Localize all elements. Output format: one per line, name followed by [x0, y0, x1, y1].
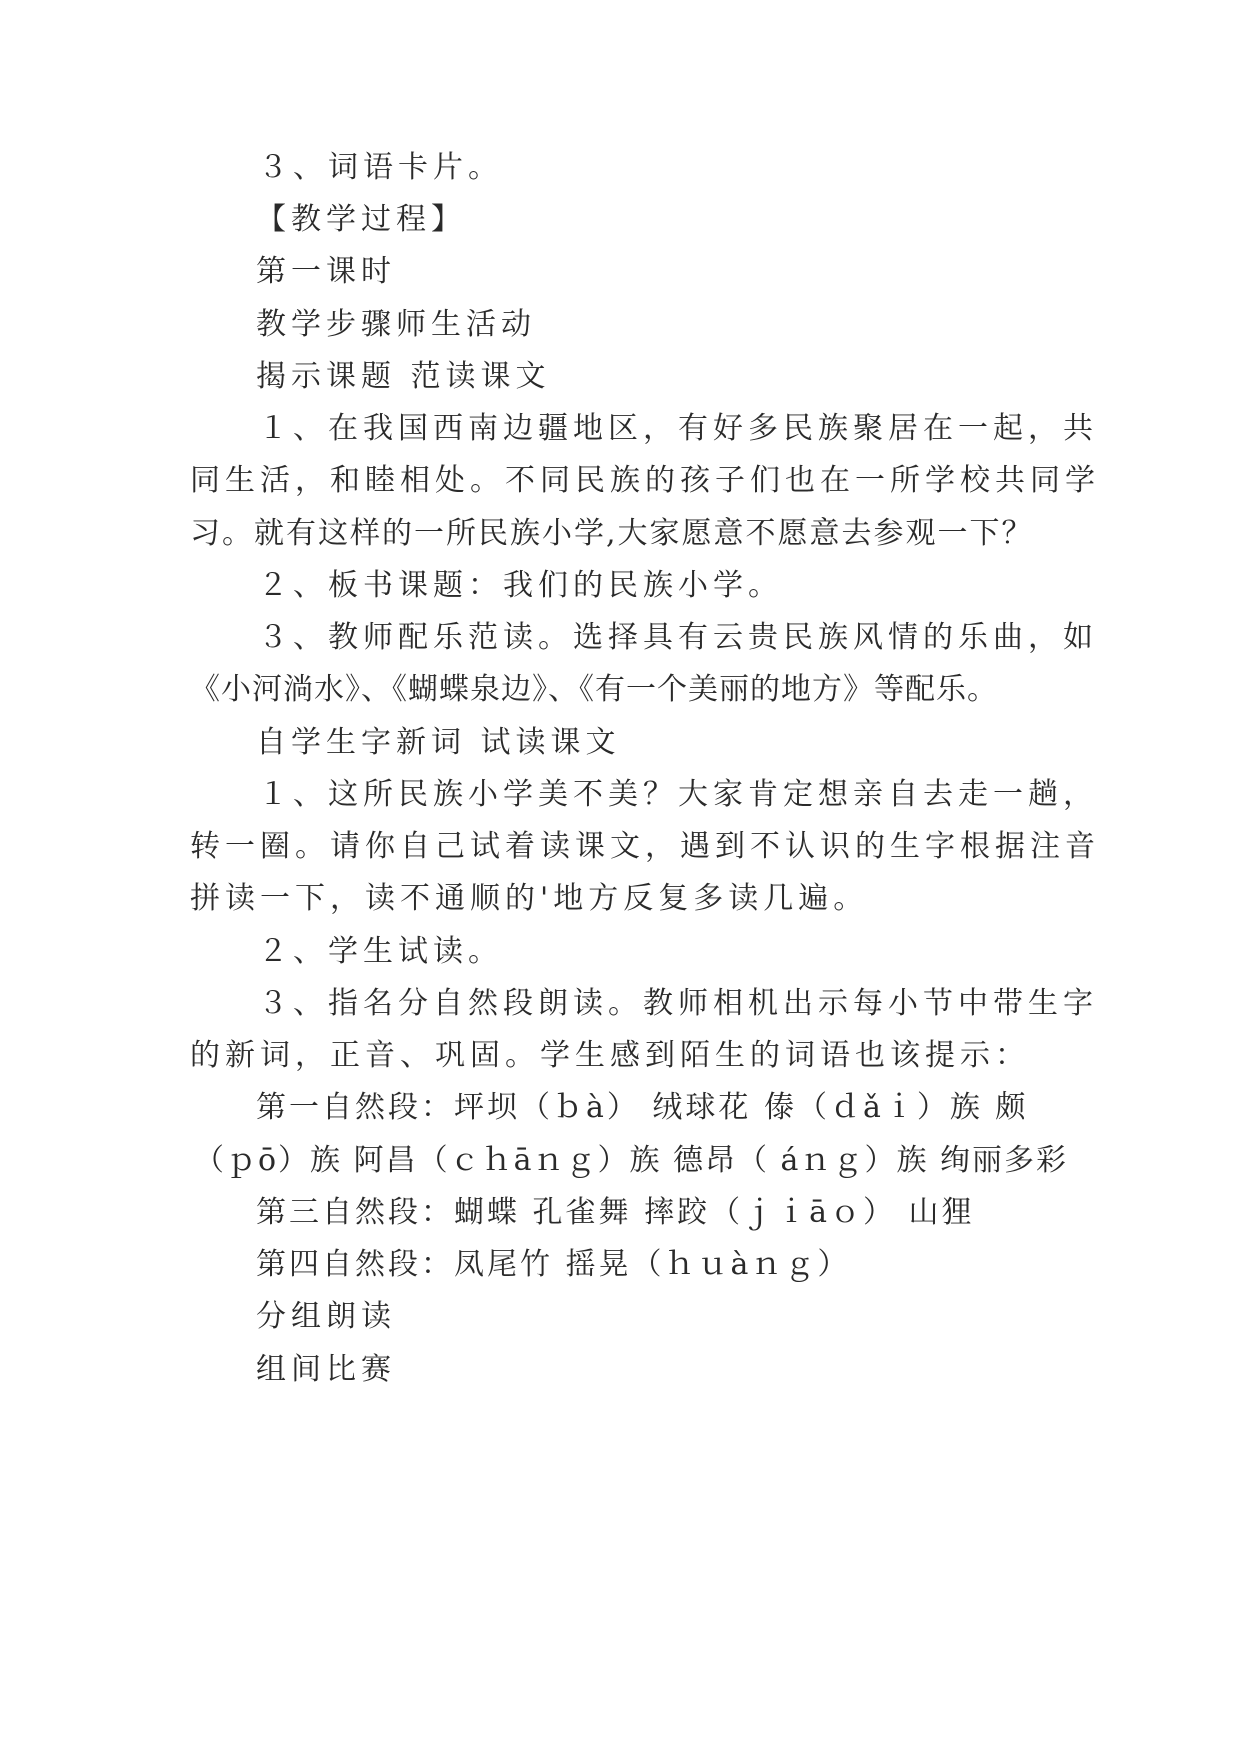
text-line: 分组朗读 — [256, 1299, 396, 1334]
step-heading: 自学生字新词 试读课文 — [256, 725, 621, 760]
text-line: １、在我国西南边疆地区，有好多民族聚居在一起，共 — [258, 411, 1098, 446]
lesson-heading: 第一课时 — [256, 254, 396, 289]
text-line: 《小河淌水》、《蝴蝶泉边》、《有一个美丽的地方》等配乐。 — [190, 672, 998, 707]
text-line: 的新词，正音、巩固。学生感到陌生的词语也该提示： — [190, 1038, 1030, 1073]
vocab-line: 第四自然段：凤尾竹 摇晃（ｈｕàｎｇ） — [256, 1247, 851, 1282]
text-line: ３、教师配乐范读。选择具有云贵民族风情的乐曲，如 — [258, 620, 1098, 655]
vocab-line: （ｐō）族 阿昌（ｃｈāｎｇ）族 德昂（ áｎｇ）族 绚丽多彩 — [194, 1143, 1068, 1178]
text-line: ２、板书课题：我们的民族小学。 — [258, 568, 783, 603]
vocab-line: 第一自然段：坪坝（ｂà） 绒球花 傣（ｄǎｉ）族 颇 — [256, 1090, 1029, 1125]
text-line: １、这所民族小学美不美？大家肯定想亲自去走一趟， — [258, 777, 1098, 812]
text-line: ３、指名分自然段朗读。教师相机出示每小节中带生字 — [258, 986, 1098, 1021]
text-line: 组间比赛 — [256, 1352, 396, 1387]
text-line: 教学步骤师生活动 — [256, 307, 536, 342]
text-line: 拼读一下，读不通顺的'地方反复多读几遍。 — [190, 881, 869, 916]
vocab-line: 第三自然段：蝴蝶 孔雀舞 摔跤（ｊｉāｏ） 山狸 — [256, 1195, 975, 1230]
step-heading: 揭示课题 范读课文 — [256, 359, 551, 394]
text-line: 同生活，和睦相处。不同民族的孩子们也在一所学校共同学 — [190, 463, 1100, 498]
text-line: ３、词语卡片。 — [258, 150, 503, 185]
text-line: ２、学生试读。 — [258, 934, 503, 969]
section-heading: 【教学过程】 — [256, 202, 466, 237]
text-line: 习。就有这样的一所民族小学,大家愿意不愿意去参观一下？ — [190, 516, 1034, 551]
text-line: 转一圈。请你自己试着读课文，遇到不认识的生字根据注音 — [190, 829, 1100, 864]
